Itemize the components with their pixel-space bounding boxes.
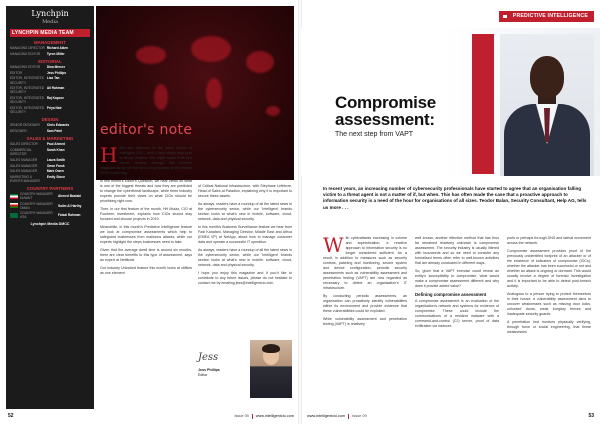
right-issue-label: Issue 09	[352, 414, 367, 418]
body-paragraph: Given that the average dwell time is around six months, there are clear benefits to this type of assessment, says an expert at Nettitude.	[100, 248, 192, 262]
staff-role: SALES DIRECTOR	[10, 142, 38, 147]
body-paragraph: In this month's Business Surveillance feature we hear from Fadi Kanafani, Managing Director, Middle East and Africa (EMEA VP) at NetApp, about how to manage customer data and operate a successful IT operation.	[198, 225, 292, 244]
body-paragraph: Analogous to a person trying to protect themselves in their house, a vulnerability assessment aims to uncover weaknesses such as missing door locks, unlocked doors, weak burglary fences and inadequate security guards.	[507, 292, 591, 316]
masthead-footer: Lynchpin Media DMCC	[30, 222, 70, 227]
editor-signoff: Jess Phillips Editor	[198, 368, 220, 377]
left-page-number: 52	[8, 413, 14, 419]
flag-oman-icon	[10, 203, 18, 208]
body-paragraph: well known, another effective method that has thus far remained relatively unknown is compromise assessment. The security industry is usually littered with buzzwords and so we need to consider any formalised terms often refer to well-known activities that are already conducted in different ways.	[415, 236, 499, 265]
staff-name: Omar Faruk	[46, 163, 65, 168]
body-paragraph: By conducting periodic assessments, an organisation can proactively identify vulnerabilities within its environment and provide evidence that these vulnerabilities could be exploited.	[323, 294, 407, 313]
staff-name: Jess Phillips	[46, 70, 67, 75]
flag-kuwait-icon	[10, 194, 18, 199]
staff-name: Priya Nair	[46, 106, 62, 111]
staff-role: SENIOR DESIGNER	[10, 123, 40, 128]
country-role: COUNTRY MANAGER KUWAIT	[20, 192, 53, 201]
staff-name: Emily Stone	[46, 175, 66, 180]
staff-name: Ali Rahman	[46, 86, 65, 91]
staff-role: EDITOR, INTEGRATED SECURITY	[10, 106, 45, 115]
staff-row	[10, 52, 90, 56]
body-paragraph: I hope you enjoy this magazine and if you'd like to contribute to any future issues, please do not hesitate to contact me by emailing jess@intelligentcio.com	[198, 271, 292, 285]
masthead-sidebar	[6, 6, 94, 409]
staff-row	[10, 46, 90, 50]
staff-row	[10, 71, 90, 75]
staff-row	[10, 164, 90, 168]
staff-name: Chris Edwards	[46, 123, 70, 128]
staff-name: Sam Patel	[46, 129, 63, 134]
section-country-partners: COUNTRY PARTNERS	[26, 186, 74, 192]
staff-role: EDITOR	[10, 70, 22, 75]
staff-role: COMMERCIAL DIRECTOR	[10, 148, 32, 157]
staff-role: EDITOR, INTEGRATED SECURITY	[10, 86, 45, 95]
body-paragraph: As always, readers have a roundup of all the latest news in the cybersecurity sector, while our 'Intelligent' brands section looks at what's new in mobile, software, cloud, network, data and physical security.	[198, 248, 292, 267]
staff-name: Tyron Miller	[46, 51, 65, 56]
body-paragraph: As always, readers have a roundup of all the latest news in the cybersecurity sector, while our 'Intelligent' brands section looks at what's new in mobile, software, cloud, network, data and physical security.	[198, 202, 292, 221]
publisher-logo: Lynchpin Media	[31, 9, 69, 25]
flag-ksa-icon	[10, 213, 18, 218]
staff-row	[10, 129, 90, 133]
section-design: DESIGN	[41, 117, 59, 123]
article-subhead: The next step from VAPT	[335, 131, 414, 138]
staff-role: SALES MANAGER	[10, 157, 38, 162]
country-name: Faisal Rahman	[58, 213, 81, 218]
author-portrait	[500, 34, 594, 176]
article-column-3	[507, 236, 591, 408]
body-paragraph: ello and welcome to the latest edition of Intelligent CIO – and a very happy new year to all our readers. You might notice a bit of a theme running through this month's magazine as we set the focus on preparing for the threats 2019 could bring.	[100, 146, 192, 175]
left-page	[0, 0, 299, 424]
article-column-2	[415, 236, 499, 408]
decorative-red-stripe	[472, 34, 494, 174]
body-paragraph: Our Industry Unlocked feature this month looks at utilities as one element	[100, 266, 192, 275]
editors-note-column-1	[100, 146, 192, 408]
staff-row	[10, 76, 90, 84]
article-column-1	[323, 236, 407, 408]
body-paragraph: Then, in our first feature of the month, HH Mutaz, CIO at Fourteen Investment, explains how CIOs should stay focused and choose projects in 2019.	[100, 207, 192, 221]
staff-role: MARKETING & EVENTS MANAGER	[10, 175, 40, 184]
right-page-footer	[307, 412, 594, 420]
subsection-heading: Defining compromise assessment	[415, 292, 487, 297]
staff-row	[10, 148, 90, 156]
left-issue-label: Issue 09	[234, 414, 249, 418]
body-paragraph: In this month's Editor's Question, we hear views on what is one of the biggest threats and how they are predicted to change the cyberthreat landscape, while three industry experts provide their views on what CIOs should be prioritising right now.	[100, 179, 192, 203]
staff-row	[10, 142, 90, 146]
editor-signature: Jess	[198, 352, 219, 363]
staff-role: SALES MANAGER	[10, 163, 38, 168]
body-paragraph: While vulnerability assessment and penetration testing (VAPT) is relatively	[323, 317, 407, 326]
country-list	[10, 192, 90, 219]
left-page-footer	[8, 412, 294, 420]
masthead-title: LYNCHPIN MEDIA TEAM	[10, 29, 90, 37]
editors-note-heading: editor's note	[100, 122, 193, 138]
design-list	[10, 123, 90, 133]
body-paragraph: A compromise assessment is an evaluation of the organisation's network and systems for evidence of compromise. These could include the communications of a resident malware with a command-and-control (C2) server, proof of data exfiltration via insecure	[415, 299, 499, 328]
section-editorial: EDITORIAL	[38, 58, 62, 64]
body-paragraph: ith cyberattacks increasing in volume and sophistication, a reactive approach to information security is no longer considered sufficient. As a result, in addition to measures such as security controls, patching and monitoring, secure system and device configuration, periodic security assessments such as vulnerability assessment and penetration testing (VAPT) are now regarded as necessary to detect an organisation's IT infrastructure.	[323, 236, 407, 290]
staff-name: Raj Kapoor	[46, 96, 64, 101]
section-sales: SALES & MARKETING	[26, 136, 74, 142]
body-paragraph: A penetration test involves physically verifying, through force or social engineering, that these weaknesses	[507, 320, 591, 334]
staff-name: Lisa Tan	[46, 76, 60, 81]
body-paragraph: Compromise assessment provides proof of the previously unidentified footprint of an attacker or of the existence of indicators of compromise (IOCs), whether the attacker has been successful or not and whether an attack is ongoing or dormant. This would usually involve a degree of forensic investigation and it is important to be able to detect post-breach activity.	[507, 249, 591, 288]
staff-row	[10, 169, 90, 173]
staff-role: MANAGING EDITOR	[10, 51, 41, 56]
staff-row	[10, 65, 90, 69]
staff-role: SALES MANAGER	[10, 169, 38, 174]
staff-name: Paul Ahmed	[46, 142, 66, 147]
country-name: Ahmed Bastaki	[58, 194, 82, 199]
country-partner-row	[10, 211, 90, 219]
country-role: COUNTRY MANAGER OMAN	[20, 201, 53, 210]
article-dropcap: W	[323, 236, 344, 257]
country-partner-row	[10, 192, 90, 200]
right-page-number: 53	[588, 413, 594, 419]
country-name: Salim Al Harthy	[58, 203, 82, 208]
left-site-url: www.intelligentcio.com	[255, 414, 294, 418]
staff-role: EDITOR, INTEGRATED SECURITY	[10, 76, 45, 85]
staff-name: Laura Smith	[46, 157, 66, 162]
staff-name: Dina Mercer	[46, 64, 66, 69]
editors-note-dropcap: H	[100, 146, 118, 167]
staff-name: Richard Aiken	[46, 46, 69, 50]
country-role: COUNTRY MANAGER KSA	[20, 211, 53, 220]
staff-row	[10, 106, 90, 114]
body-paragraph: So, given that a VAPT exercise could reveal an entity's susceptibility to compromise, what would make a compromise assessment different and why does it provide added value?	[415, 269, 499, 288]
staff-row	[10, 123, 90, 127]
staff-name: Mark Owen	[46, 169, 64, 174]
body-paragraph: ports or perhaps through DNS and lateral movement across the network.	[507, 236, 591, 245]
article-intro: In recent years, an increasing number of cybersecurity professionals have started to agree that an organisation falling victim to a threat agent is not a matter of if, but when. This has often made the case that a proactive approach to information security is a need of the hour for organisations of all sizes. Teodor Balan, Security Consultant, Help AG, tells us more . . .	[323, 186, 587, 210]
staff-role: EDITOR, INTEGRATED SECURITY	[10, 96, 45, 105]
staff-row	[10, 175, 90, 183]
staff-role: MANAGING DIRECTOR	[10, 46, 45, 50]
editorial-list	[10, 65, 90, 115]
editors-note-column-2	[198, 184, 292, 346]
sales-list	[10, 142, 90, 183]
section-management: MANAGEMENT	[34, 40, 66, 45]
staff-row	[10, 158, 90, 162]
right-site-url: www.intelligentcio.com	[307, 414, 346, 418]
staff-name: Sarah Khan	[46, 148, 65, 153]
section-tag: PREDICTIVE INTELLIGENCE	[499, 11, 594, 22]
staff-row	[10, 96, 90, 104]
staff-row	[10, 86, 90, 94]
staff-role: DESIGNER	[10, 129, 27, 134]
body-paragraph: of Critical National Infrastructure, with Stéphane Lefèbvre, Head of Sales at Paladion, explaining why it is important to secure these assets.	[198, 184, 292, 198]
body-paragraph: Meanwhile, in this month's Predictive Intelligence feature we look at compromise assessments which help to safeguard businesses from malicious attacks, while our experts highlight the steps businesses need to take.	[100, 225, 192, 244]
management-list	[10, 46, 90, 56]
staff-role: MANAGING EDITOR	[10, 64, 41, 69]
country-partner-row	[10, 202, 90, 210]
editor-photo	[250, 340, 292, 398]
article-headline: Compromise assessment:	[335, 93, 436, 129]
